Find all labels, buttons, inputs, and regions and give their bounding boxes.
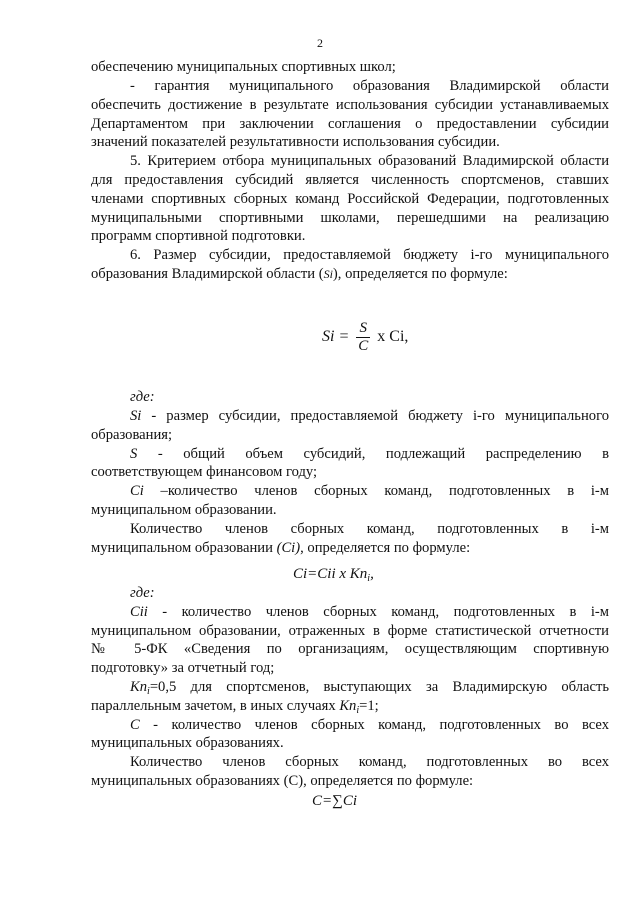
text-line: обеспечить достижение в результате использования субсидии устанавливаемых [91,97,609,113]
formula-symbol: Kn [339,698,357,714]
text-line: муниципальном образовании. [91,502,277,518]
text-segment: –количество членов сборных команд, подготовленных в i-м [143,483,609,499]
text-line [130,445,609,463]
text-line [130,603,609,621]
page-number: 2 [317,36,323,50]
formula-si [322,320,408,355]
formula-lhs: Si = [322,328,350,346]
text-segment: =0,5 для спортсменов, выступающих за Владимирскую область [149,679,609,695]
text-line: соответствующем финансовом году; [91,464,318,480]
formula-subscript: i [367,573,371,584]
text-line: подготовку» за отчетный год; [91,660,275,676]
fraction-denominator: C [358,338,369,354]
text-line: Департаментом при заключении соглашения о предоставлении субсидии [91,116,609,132]
formula-c-sum: C=∑Ci [312,793,357,809]
text-segment: =1; [359,698,379,714]
text-line [91,265,508,283]
text-line [91,697,379,715]
formula-symbol: Ci [130,483,144,499]
text-line: - гарантия муниципального образования Владимирской области [130,78,609,94]
text-line: членами спортивных сборных команд Российской Федерации, подготовленных [91,191,609,207]
text-line: 6. Размер субсидии, предоставляемой бюджету i-го муниципального [130,247,609,263]
fraction-numerator: S [356,320,370,338]
formula-symbol: Si [323,267,333,281]
formula-symbol: Si [130,408,142,424]
text-line: программ спортивной подготовки. [91,228,306,244]
text-line: № 5-ФК «Сведения по организациям, осуществляющим спортивную [91,641,609,657]
text-line [130,678,609,696]
formula-fraction [356,320,370,355]
text-segment: параллельным зачетом, в иных случаях [91,698,340,714]
text-line [130,716,609,734]
text-line [91,539,470,557]
text-line: обеспечению муниципальных спортивных школ; [91,59,396,75]
formula-end: , [370,566,374,582]
formula-symbol: (Ci) [276,540,301,556]
where-label: где: [130,389,155,405]
formula-symbol: Kn [130,679,148,695]
text-line [130,407,609,425]
text-line: 5. Критерием отбора муниципальных образований Владимирской области [130,153,609,169]
text-segment: ), определяется по формуле: [332,266,508,282]
formula-symbol: S [130,446,138,462]
text-segment: - общий объем субсидий, подлежащий распределению в [137,446,609,462]
formula-main: Ci=Cii x Kn [293,566,368,582]
formula-ci [293,566,374,583]
text-line: муниципальном образовании, отраженных в форме статистической отчетности [91,623,609,639]
formula-subscript: i [147,686,150,697]
text-segment: муниципальном образовании [91,540,277,556]
formula-subscript: i [356,705,360,716]
text-line: значений показателей результативности использования субсидии. [91,134,500,150]
text-line: Количество членов сборных команд, подготовленных во всех [130,754,609,770]
formula-symbol: Cii [130,604,148,620]
text-segment: - размер субсидии, предоставляемой бюджету i-го муниципального [141,408,609,424]
formula-rhs: x Ci, [377,328,409,346]
text-line [130,482,609,500]
text-segment: образования Владимирской области ( [91,266,324,282]
text-line: образования; [91,427,173,443]
text-line: муниципальных образованиях. [91,735,284,751]
text-line: Количество членов сборных команд, подготовленных в i-м [130,521,609,537]
formula-symbol: C [130,717,140,733]
text-line: муниципальными спортивными школами, перешедшими на реализацию [91,210,609,226]
text-segment: , определяется по формуле: [300,540,471,556]
text-segment: - количество членов сборных команд, подготовленных в i-м [147,604,609,620]
where-label: где: [130,585,155,601]
text-line: для предоставления субсидий является численность спортсменов, ставших [91,172,609,188]
text-segment: - количество членов сборных команд, подготовленных во всех [139,717,609,733]
text-line: муниципальных образованиях (С), определяется по формуле: [91,773,474,789]
